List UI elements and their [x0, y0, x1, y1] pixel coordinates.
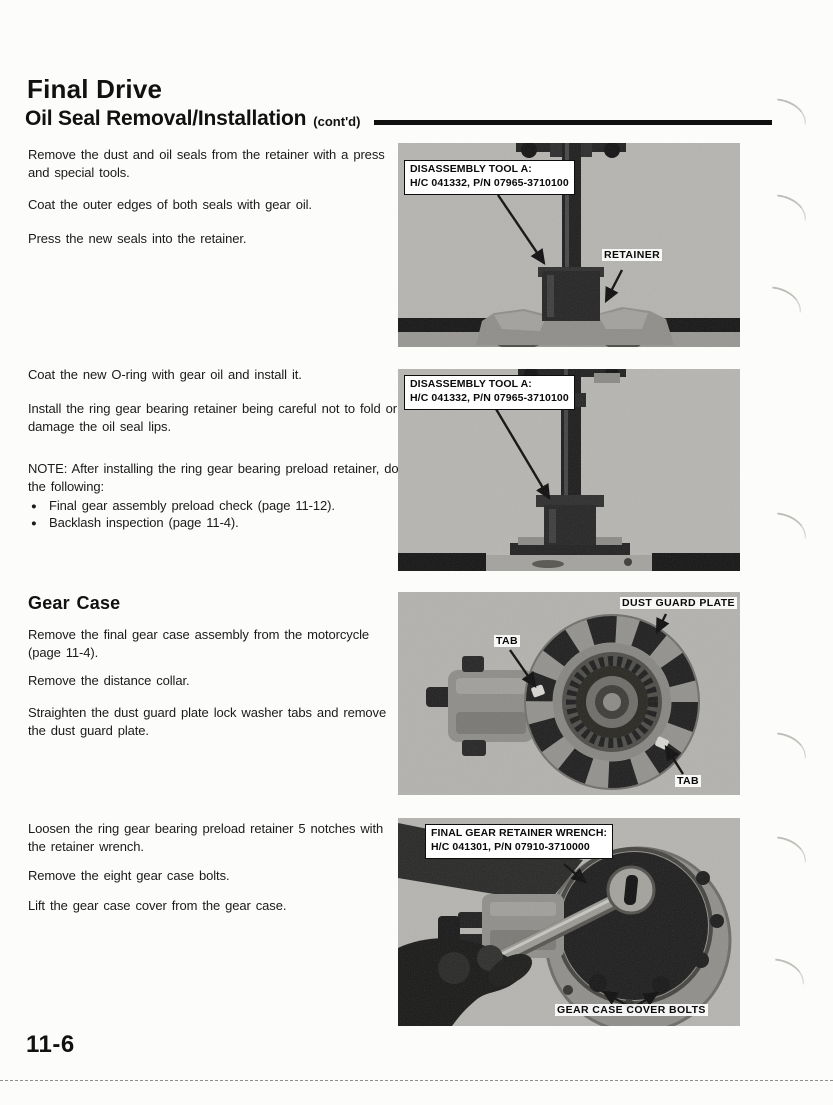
oring-text-block — [28, 362, 402, 531]
binding-arc-mark — [773, 958, 806, 984]
paragraph: Loosen the ring gear bearing preload retainer 5 notches with the retainer wrench. — [28, 821, 384, 854]
note-paragraph: NOTE: After installing the ring gear bearing preload retainer, do the following: — [28, 461, 399, 494]
tool-callout-line1: FINAL GEAR RETAINER WRENCH: — [431, 827, 608, 839]
tool-callout-line1: DISASSEMBLY TOOL A: — [410, 378, 532, 390]
binding-arc-mark — [775, 194, 808, 220]
section-heading-row — [25, 107, 772, 131]
binding-arc-mark — [770, 286, 803, 312]
dust-guard-plate-callout: DUST GUARD PLATE — [622, 597, 735, 609]
bullet-item: ● Final gear assembly preload check (page 11-12). — [28, 498, 402, 515]
page-title: Final Drive — [27, 74, 163, 104]
section-title-suffix: (cont'd) — [313, 114, 361, 129]
paragraph: Install the ring gear bearing retainer being careful not to fold or damage the oil seal lips. — [28, 401, 397, 434]
tool-callout-box — [404, 375, 575, 410]
photo-press-seal-removal — [398, 143, 740, 347]
tool-callout-line1: DISASSEMBLY TOOL A: — [410, 163, 532, 175]
retainer-callout: RETAINER — [604, 249, 661, 261]
tab-callout-top: TAB — [496, 635, 519, 647]
binding-arc-mark — [775, 512, 808, 538]
tool-callout-box — [404, 160, 575, 195]
paragraph: Coat the new O-ring with gear oil and install it. — [28, 367, 302, 382]
wrench-text-block — [28, 820, 402, 915]
section-rule — [374, 120, 772, 125]
gear-case-cover-bolts-callout: GEAR CASE COVER BOLTS — [557, 1004, 706, 1016]
paragraph: Coat the outer edges of both seals with gear oil. — [28, 197, 312, 212]
binding-arc-mark — [775, 732, 808, 758]
page-number: 11-6 — [26, 1031, 75, 1058]
section-title: Oil Seal Removal/Installation — [25, 107, 307, 130]
binding-arc-mark — [775, 836, 808, 862]
paragraph: Lift the gear case cover from the gear case. — [28, 898, 287, 913]
binding-arc-mark — [775, 98, 808, 124]
tool-callout-line2: H/C 041332, P/N 07965-3710100 — [410, 176, 569, 189]
photo-retainer-wrench — [398, 818, 740, 1026]
paragraph: Remove the distance collar. — [28, 673, 190, 688]
photo-gearcase-illustration — [398, 592, 740, 795]
bullet-item: ● Backlash inspection (page 11-4). — [28, 515, 402, 532]
paragraph: Remove the dust and oil seals from the retainer with a press and special tools. — [28, 147, 385, 180]
tool-callout-line2: H/C 041301, P/N 07910-3710000 — [431, 840, 590, 853]
gear-case-text-block — [28, 594, 402, 740]
photo-dust-guard-plate — [398, 592, 740, 795]
paragraph: Straighten the dust guard plate lock washer tabs and remove the dust guard plate. — [28, 705, 387, 738]
tool-callout-box — [425, 824, 613, 859]
gear-case-heading: Gear Case — [28, 593, 121, 613]
paragraph: Press the new seals into the retainer. — [28, 231, 247, 246]
photo-press-seal-install — [398, 369, 740, 571]
page-bottom-rule — [0, 1080, 833, 1081]
paragraph: Remove the final gear case assembly from the motorcycle (page 11-4). — [28, 627, 370, 660]
note-bullet-list — [28, 498, 402, 531]
intro-text-block — [28, 146, 402, 248]
tab-callout-bottom: TAB — [677, 775, 700, 787]
paragraph: Remove the eight gear case bolts. — [28, 868, 230, 883]
tool-callout-line2: H/C 041332, P/N 07965-3710100 — [410, 391, 569, 404]
